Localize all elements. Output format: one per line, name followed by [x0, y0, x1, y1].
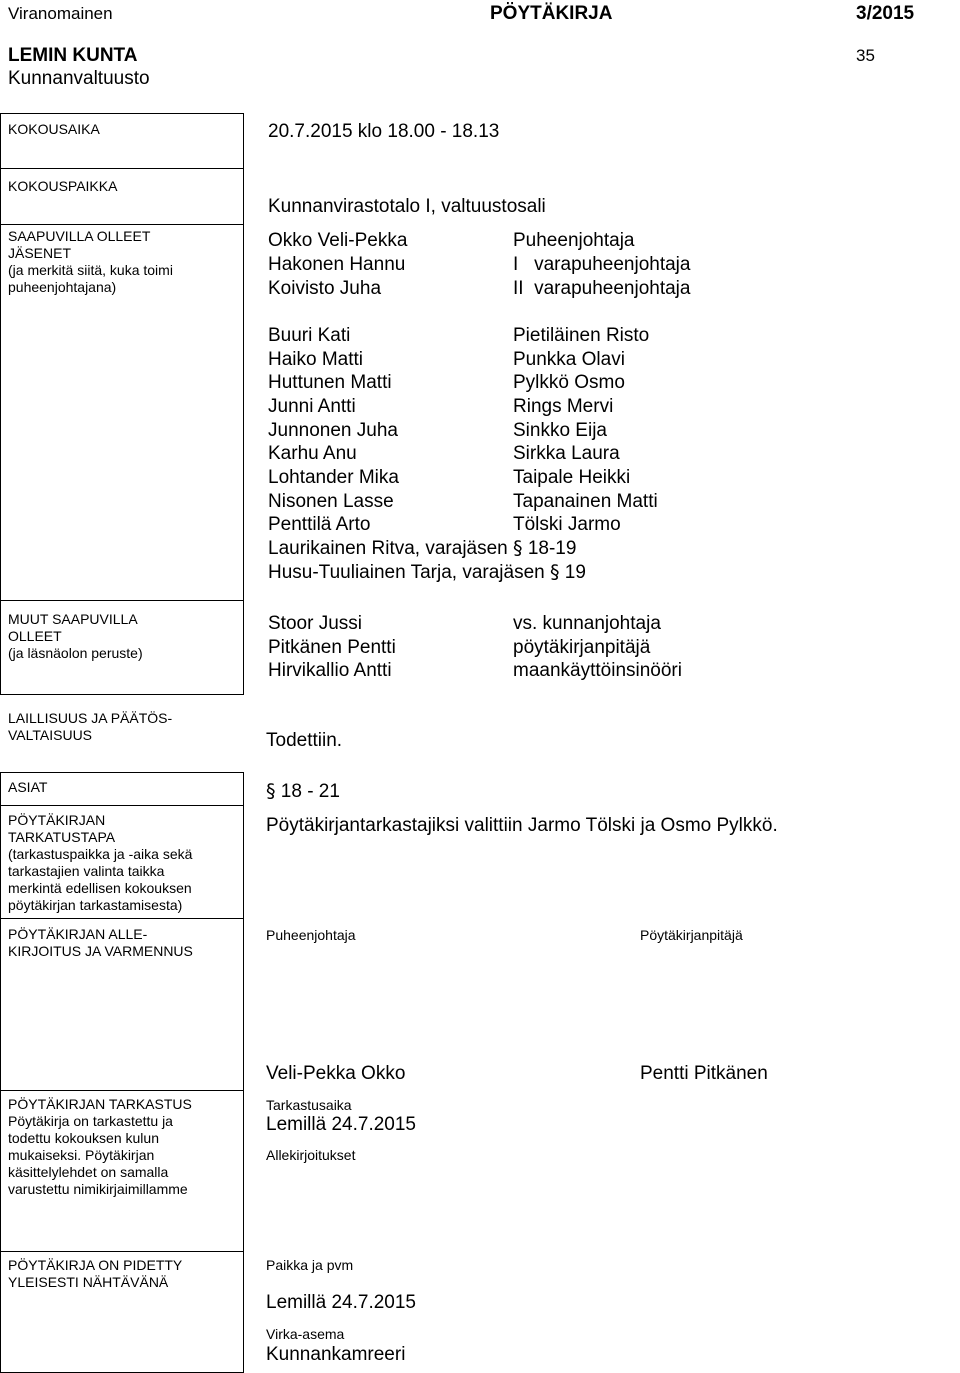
divider — [0, 772, 1, 1372]
member-name: Okko Veli-Pekka — [268, 230, 408, 251]
member-role: I varapuheenjohtaja — [513, 254, 691, 275]
divider — [0, 694, 244, 695]
legality-value: Todettiin. — [266, 730, 343, 751]
divider — [0, 113, 1, 695]
meeting-time-value: 20.7.2015 klo 18.00 - 18.13 — [268, 121, 500, 142]
members-label: SAAPUVILLA OLLEET JÄSENET (ja merkitä siitä, kuka toimi puheenjohtajana) — [8, 228, 173, 295]
signatures-label: Allekirjoitukset — [266, 1147, 356, 1163]
meeting-time-label: KOKOUSAIKA — [8, 121, 100, 137]
page-number: 35 — [856, 46, 875, 65]
matters-value: § 18 - 21 — [266, 780, 340, 802]
document-number: 3/2015 — [856, 3, 915, 24]
inspection-time-value: Lemillä 24.7.2015 — [266, 1114, 416, 1135]
member-role: II varapuheenjohtaja — [513, 278, 691, 299]
divider — [0, 168, 244, 169]
place-date-value: Lemillä 24.7.2015 — [266, 1292, 416, 1313]
member-name: Koivisto Juha — [268, 278, 382, 299]
meeting-place-value: Kunnanvirastotalo I, valtuustosali — [268, 196, 546, 217]
meeting-place-label: KOKOUSPAIKKA — [8, 178, 118, 194]
deputy-row: Husu-Tuuliainen Tarja, varajäsen § 19 — [268, 561, 586, 583]
minutes-page: Viranomainen PÖYTÄKIRJA 3/2015 LEMIN KUNTA 35 Kunnanvaltuusto KOKOUSAIKA 20.7.2015 klo 18.00 - 18.13 KOKOUSPAIKKA Kunnanvirastotalo I, valtuustosali SAAPUVILLA OLLEET JÄSENET (ja merkitä siitä, kuka toimi puheenjohtajana) Okko Veli-Pekka Puheenjohtaja Hakonen Hannu I varapuheenjohtaja Koivisto Juha II varapuheenjohtaja Buuri Kati Pietiläinen Risto Haiko Matti Punkka Olavi Huttunen Matti Pylkkö Osmo Junni Antti Rings Mervi Junnonen Juha Sinkko Eija Karhu Anu Sirkka Laura Lohtander Mika Taipale Heikki Nisonen Lasse Tapanainen Matti Penttilä Arto Tölski Jarmo Laurikainen Ritva, varajäsen § 18-19 Husu-Tuuliainen Tarja, varajäsen § 19 MUUT SAAPUVILLA OLLEET (ja läsnäolon peruste) Stoor Jussi vs. kunnanjohtaja Pitkänen Pentti pöytäkirjanpitäjä Hirvikallio Antti maankäyttöinsinööri LAILLISUUS JA PÄÄTÖS- VALTAISUUS Todettiin. ASIAT § 18 - 21 PÖYTÄKIRJAN TARKATUSTAPA (tarkastuspaikka ja -aika sekä tarkastajien valinta taikka merkintä edellisen kokouksen pöytäkirjan tarkastamisesta) Pöytäkirjantarkastajiksi valittiin Jarmo Tölski ja Osmo Pylkkö. PÖYTÄKIRJAN ALLE- KIRJOITUS JA VARMENNUS Puheenjohtaja Pöytäkirjanpitäjä Veli-Pekka Okko Pentti Pitkänen PÖYTÄKIRJAN TARKASTUS Pöytäkirja on tarkastettu ja todettu kokouksen kulun mukaiseksi. Pöytäkirjan käsittelylehdet on samalla varustettu nimikirjaimillamme Tarkastusaika Lemillä 24.7.2015 Allekirjoitukset PÖYTÄKIRJA ON PIDETTY YLEISESTI NÄHTÄVÄNÄ Paikka ja pvm Lemillä 24.7.2015 Virka-asema Kunnankamreeri — [0, 0, 960, 1373]
divider — [0, 918, 244, 919]
deputy-row: Laurikainen Ritva, varajäsen § 18-19 — [268, 537, 577, 559]
divider — [0, 805, 244, 806]
signing-label: PÖYTÄKIRJAN ALLE- KIRJOITUS JA VARMENNUS — [8, 926, 193, 959]
section-symbol: § — [513, 537, 523, 559]
divider — [243, 113, 244, 695]
header-authority: Viranomainen — [8, 4, 113, 23]
divider — [0, 1251, 244, 1252]
inspection-time-label: Tarkastusaika — [266, 1097, 352, 1113]
position-label: Virka-asema — [266, 1326, 345, 1342]
others-present-label: MUUT SAAPUVILLA OLLEET (ja läsnäolon peruste) — [8, 611, 143, 661]
divider — [0, 113, 244, 114]
member-role: Puheenjohtaja — [513, 230, 635, 251]
divider — [0, 600, 244, 601]
place-date-label: Paikka ja pvm — [266, 1257, 354, 1273]
review-method-label: PÖYTÄKIRJAN TARKATUSTAPA (tarkastuspaikka ja -aika sekä tarkastajien valinta taikka merkintä edellisen kokouksen pöytäkirjan tarkastamisesta) — [8, 812, 193, 913]
municipality-name: LEMIN KUNTA — [8, 45, 138, 66]
review-method-value: Pöytäkirjantarkastajiksi valittiin Jarmo Tölski ja Osmo Pylkkö. — [266, 815, 778, 836]
divider — [0, 224, 244, 225]
document-title: PÖYTÄKIRJA — [490, 3, 613, 24]
inspection-label: PÖYTÄKIRJAN TARKASTUS Pöytäkirja on tarkastettu ja todettu kokouksen kulun mukaiseksi. Pöytäkirjan käsittelylehdet on samalla varustettu nimikirjaimillamme — [8, 1096, 192, 1197]
legality-label: LAILLISUUS JA PÄÄTÖS- VALTAISUUS — [8, 710, 173, 743]
section-symbol: § — [266, 780, 276, 802]
member-name: Hakonen Hannu — [268, 254, 406, 275]
position-value: Kunnankamreeri — [266, 1344, 406, 1365]
secretary-title: Pöytäkirjanpitäjä — [640, 927, 743, 943]
chair-title: Puheenjohtaja — [266, 927, 356, 943]
chair-name: Veli-Pekka Okko — [266, 1063, 406, 1084]
section-symbol: § — [550, 561, 560, 583]
secretary-name: Pentti Pitkänen — [640, 1063, 768, 1084]
matters-label: ASIAT — [8, 779, 48, 795]
public-display-label: PÖYTÄKIRJA ON PIDETTY YLEISESTI NÄHTÄVÄNÄ — [8, 1257, 183, 1290]
divider — [0, 1090, 244, 1091]
divider — [243, 772, 244, 1372]
divider — [0, 772, 244, 773]
council-name: Kunnanvaltuusto — [8, 68, 150, 89]
